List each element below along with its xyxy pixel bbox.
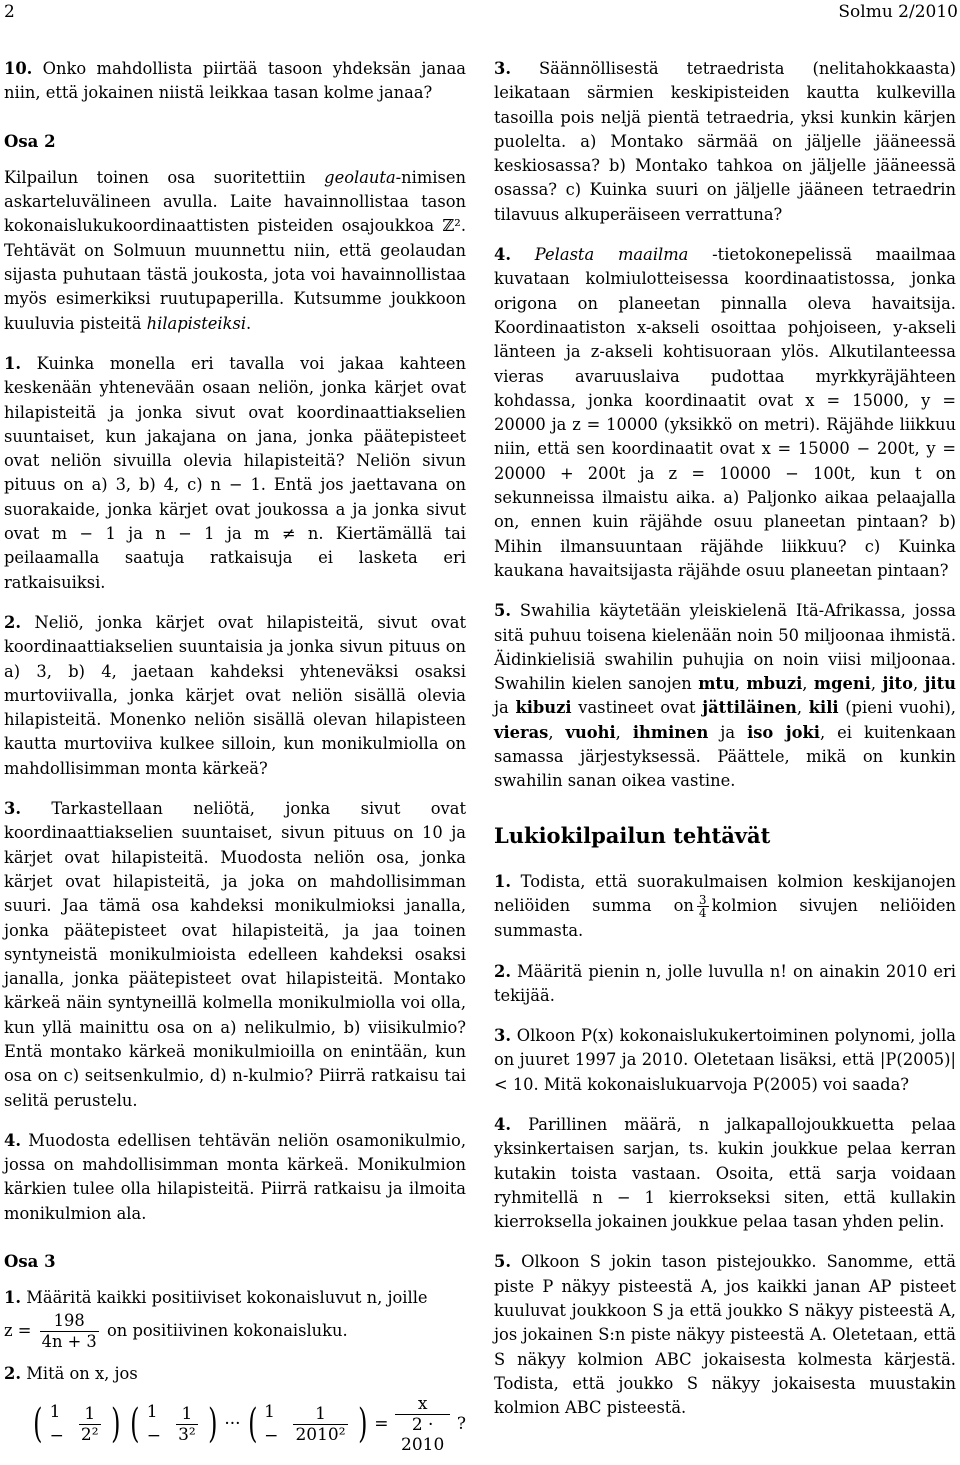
problem-text: Säännöllisestä tetraedrista (nelitahokkaasta) leikataan särmien keskipisteiden kautta kulkevilla tasoilla pois neljä pientä tetraedria, yksi kunkin kärjen puolelta. a) Montako särmää on jäljelle jääneessä keskiosassa? b) Montako tahkoa on jäljelle jääneessä osassa? c) Kuinka suuri on jäljelle jääneen tetraedrin tilavuus alkuperäiseen verrattuna?: [494, 59, 956, 224]
problem-text: -tietokonepelissä maailmaa kuvataan kolmiulotteisessa koordinaatistossa, jonka origona on planeetan pinnalla oleva havaitsija. Koordinaatiston x-akseli osoittaa pohjoiseen, y-akseli länteen ja z-akseli kohtisuoraan ylös. Alkutilanteessa vieras avaruuslaiva pudottaa myrkkyräjähteen kohdassa, jonka koordinaatit ovat x = 15000, y = 20000 ja z = 10000 (yksikkö on metri). Räjähde liikkuu niin, että sen koordinaatit ovat x = 15000 − 200t, y = 20000 + 200t ja z = 10000 − 100t, kun t on sekunneissa ilmaistu aika. a) Paljonko aikaa pelaajalla on, ennen kuin räjähde osuu planeetan pintaan? b) Mihin ilmansuuntaan räjähde liikkuu? c) Kuinka kaukana havaitsijasta räjähde osuu planeetan pintaan?: [494, 245, 956, 580]
problem-osa2-4: [4, 1129, 466, 1226]
swahili-word: mtu: [698, 674, 735, 694]
problem-text: , ei kuitenkaan samassa järjestyksessä. Päättele, mikä on kunkin swahilin sanan oikea vastine.: [494, 722, 956, 791]
problem-text: on positiivinen kokonaisluku.: [106, 1320, 348, 1340]
problem-number: 5.: [494, 601, 511, 621]
problem-lukio-1: [494, 870, 956, 944]
problem-text: Kuinka monella eri tavalla voi jakaa kahteen keskenään yhtenevään osaan neliön, jonka kärjet ovat hilapisteitä ja jonka sivut ovat koordinaattiakselien suuntaiset, kun jakajana on jana, jonka päätepisteet ovat neliön sivuilla olevia hilapisteitä? Neliön sivun pituus on a) 3, b) 4, c) n − 1. Entä jos jaettavana on suorakaide, jonka kärjet ovat joukossa a ja jonka sivut ovat m − 1 ja n − 1 ja m ≠ n. Kiertämällä tai peilaamalla saatuja ratkaisuja ei lasketa eri ratkaisuiksi.: [4, 353, 466, 592]
problem-osa3-5: [494, 599, 956, 793]
fraction-denominator: 4: [698, 906, 707, 921]
problem-text: Todista, että suorakulmaisen kolmion keskijanojen neliöiden summa on: [494, 871, 957, 916]
problem-number: 10.: [4, 59, 33, 78]
finnish-word: kili: [808, 698, 839, 718]
page-number: 2: [4, 2, 15, 22]
separator: ja: [708, 722, 748, 742]
problem-osa2-2: [4, 611, 466, 781]
math-equals: =: [374, 1414, 389, 1435]
separator: ,: [734, 674, 747, 694]
fraction: [293, 1404, 347, 1445]
problem-text: Mitä on x, jos: [26, 1363, 138, 1383]
separator: ,: [802, 674, 814, 694]
problem-text: Parillinen määrä, n jalkapallojoukkuetta pelaa yksinkertaisen sarjan, ts. kukin joukkue pelaa kerran kutakin toista vastaan. Osoita, että sarja voidaan ryhmitellä n − 1 kierrokseksi siten, että kullakin kierroksella jokainen joukkue pelaa tasan yhden pelin.: [494, 1114, 956, 1232]
left-column: [4, 57, 466, 1465]
right-paren: ): [207, 1401, 218, 1448]
separator: ,: [548, 722, 566, 742]
math-var: z =: [4, 1320, 32, 1340]
swahili-word: jito: [882, 674, 913, 694]
right-paren: ): [110, 1401, 121, 1448]
problem-lukio-5: [494, 1250, 956, 1420]
fraction-numerator: 1: [293, 1404, 347, 1425]
finnish-word: iso joki: [747, 722, 820, 742]
problem-lukio-2: [494, 960, 956, 1009]
problem-lukio-4: [494, 1113, 956, 1234]
problem-text: kolmion sivujen neliöiden summasta.: [494, 896, 956, 941]
math-term: 1 −: [146, 1402, 162, 1447]
separator: ja: [494, 698, 516, 718]
problem-number: 1.: [4, 353, 21, 373]
fraction-denominator: 4n + 3: [41, 1331, 97, 1351]
fraction: [395, 1394, 449, 1455]
right-column: [494, 57, 956, 1437]
problem-number: 3.: [494, 1026, 511, 1046]
problem-10: [4, 57, 466, 106]
game-title: Pelasta maailma: [534, 245, 689, 265]
problem-lukio-3: [494, 1024, 956, 1097]
fraction-denominator: 2 · 2010: [401, 1414, 445, 1455]
finnish-word: jättiläinen: [702, 698, 797, 718]
problem-osa2-3: [4, 797, 466, 1113]
fraction-numerator: 1: [79, 1404, 101, 1425]
fraction-denominator: 2010²: [295, 1424, 346, 1445]
finnish-word: vuohi: [565, 722, 616, 742]
separator: (pieni vuohi),: [838, 698, 956, 718]
problem-number: 3.: [4, 799, 21, 819]
problem-text: Määritä kaikki positiiviset kokonaisluvut n, joille: [26, 1288, 428, 1308]
separator: vastineet ovat: [571, 698, 703, 718]
left-paren: (: [33, 1401, 43, 1448]
swahili-word: jitu: [924, 674, 956, 694]
problem-text: Olkoon S jokin tason pistejoukko. Sanomme, että piste P näkyy pisteestä A, jos kaikki janan AP pisteet kuuluvat joukkoon S ja että joukko S näkyy pisteestä A, jos jokainen S:n piste näkyy pisteestä A. Oletetaan, että S näkyy kolmion ABC jokaisesta kolmesta kärjestä. Todista, että joukko S näkyy jokaisesta muustakin kolmion ABC pisteestä.: [494, 1252, 956, 1418]
fraction: [697, 894, 709, 919]
problem-number: 1.: [4, 1288, 21, 1308]
problem-text: Tarkastellaan neliötä, jonka sivut ovat koordinaattiakselien suuntaiset, sivun pituus on 10 ja kärjet ovat hilapisteitä. Muodosta neliön osa, jonka kärjet ovat hilapisteitä, ja joka on mahdollisimman suuri. Jaa tämä osa kahdeksi monikulmioksi janalla, jonka päätepisteet ovat hilapisteitä, ja jaa toinen syntyneistä monikulmioista edelleen kahdeksi osaksi janalla, jonka päätepisteet ovat hilapisteitä. Montako kärkeä näin syntyneillä kolmella monikulmiolla voi olla, kun yllä mainittu osa on a) nelikulmio, b) viisikulmio? Entä montako kärkeä monikulmioilla on enintään, kun osa on c) seitsenkulmio, d) n-kulmio? Piirrä ratkaisu tai selitä perustelu.: [4, 799, 466, 1110]
problem-number: 1.: [494, 871, 511, 891]
math-question-mark: ?: [456, 1414, 466, 1435]
product-equation: [30, 1394, 466, 1455]
intro-term: hilapisteiksi: [146, 313, 247, 333]
problem-number: 4.: [494, 245, 511, 265]
math-ellipsis: ···: [224, 1414, 241, 1435]
swahili-word: mgeni: [813, 674, 871, 694]
problem-osa3-3: [494, 57, 956, 227]
intro-text: .: [246, 313, 252, 333]
problem-text: Määritä pienin n, jolle luvulla n! on ainakin 2010 eri tekijää.: [494, 961, 956, 1005]
problem-text: Neliö, jonka kärjet ovat hilapisteitä, sivut ovat koordinaattiakselien suuntaisia ja jonka sivun pituus on a) 3, b) 4, jaetaan kahdeksi yhteneväksi osaksi murtoviivalla, jonka kärjet ovat neliön sisällä olevia hilapisteitä. Monenko neliön sisällä olevan hilapisteen kautta murtoviiva kulkee silloin, kun monikulmiolla on mahdollisimman monta kärkeä?: [4, 612, 466, 778]
problem-osa3-2: [4, 1362, 466, 1386]
separator: ,: [912, 674, 925, 694]
section-heading-lukio: Lukiokilpailun tehtävät: [494, 822, 771, 848]
fraction-numerator: 198: [40, 1311, 99, 1332]
swahili-word: mbuzi: [746, 674, 803, 694]
problem-text: Swahilia käytetään yleiskielenä Itä-Afrikassa, jossa sitä puhuu toisena kielenään noin 50 miljoonaa ihmistä. Äidinkielisiä swahilin puhujia on noin viisi miljoonaa. Swahilin kielen sanojen: [494, 601, 956, 694]
left-paren: (: [247, 1401, 258, 1448]
fraction-denominator: 2²: [80, 1424, 99, 1445]
intro-text: Kilpailun toinen osa suoritettiin: [4, 167, 325, 187]
section-heading-osa2: Osa 2: [4, 131, 56, 151]
fraction-numerator: 3: [698, 893, 707, 908]
left-paren: (: [130, 1401, 140, 1448]
intro-text: -nimisen askarteluvälineen avulla. Laite havainnollistaa tason kokonaislukukoordinaattisten pisteiden osajoukkoa ℤ².: [4, 167, 466, 236]
fraction: [79, 1404, 101, 1445]
problem-text: Muodosta edellisen tehtävän neliön osamonikulmio, jossa on mahdollisimman monta kärkeä. Monikulmion kärkien tulee olla hilapisteitä. Piirrä ratkaisu ja ilmoita monikulmion ala.: [4, 1130, 466, 1223]
intro-text: Tehtävät on Solmuun muunnettu niin, että geolaudan sijasta puhutaan tästä joukosta, jota voi havainnollistaa myös esimerkiksi ruutupaperilla. Kutsumme joukkoon kuuluvia pisteitä: [4, 240, 466, 333]
problem-number: 4.: [4, 1130, 21, 1150]
problem-osa3-1: [4, 1286, 466, 1351]
finnish-word: ihminen: [632, 722, 709, 742]
math-term: 1 −: [264, 1402, 279, 1447]
fraction-denominator: 3²: [178, 1424, 196, 1445]
right-paren: ): [357, 1401, 368, 1448]
problem-number: 2.: [4, 612, 21, 632]
fraction-numerator: x: [395, 1394, 449, 1415]
issue-label: Solmu 2/2010: [838, 2, 958, 22]
problem-text: Olkoon P(x) kokonaislukukertoiminen polynomi, jolla on juuret 1997 ja 2010. Oletetaan lisäksi, että |P(2005)| < 10. Mitä kokonaislukuarvoja P(2005) voi saada?: [494, 1026, 956, 1094]
fraction: [176, 1404, 198, 1445]
problem-number: 3.: [494, 59, 511, 78]
math-term: 1 −: [49, 1402, 64, 1447]
fraction-numerator: 1: [176, 1404, 198, 1425]
section-heading-osa3: Osa 3: [4, 1252, 56, 1272]
problem-text: Onko mahdollista piirtää tasoon yhdeksän janaa niin, että jokainen niistä leikkaa tasan kolme janaa?: [4, 59, 466, 103]
problem-number: 2.: [4, 1363, 21, 1383]
separator: ,: [615, 722, 633, 742]
intro-term: geolauta: [324, 167, 396, 187]
problem-number: 5.: [494, 1252, 511, 1272]
problem-number: 2.: [494, 961, 511, 981]
fraction: [40, 1311, 99, 1352]
swahili-word: kibuzi: [515, 698, 572, 718]
problem-number: 4.: [494, 1114, 511, 1134]
problem-osa3-4: [494, 243, 956, 583]
separator: ,: [796, 698, 809, 718]
running-header: [4, 2, 958, 26]
finnish-word: vieras: [494, 722, 549, 742]
problem-osa2-1: [4, 352, 466, 595]
separator: ,: [870, 674, 883, 694]
intro-paragraph: [4, 166, 466, 336]
